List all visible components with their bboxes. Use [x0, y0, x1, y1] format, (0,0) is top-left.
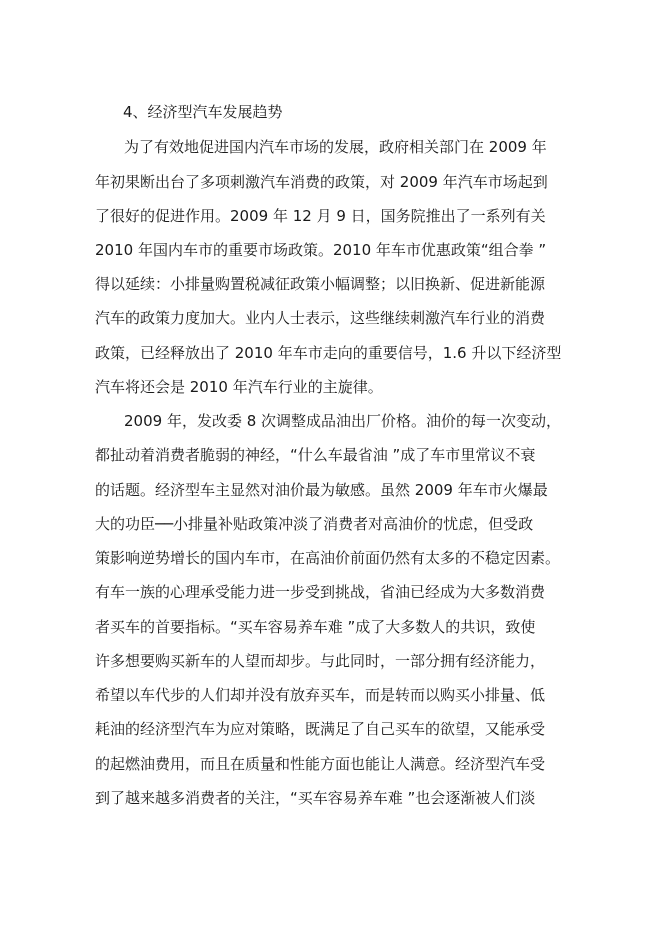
paragraph-1-line-2: 年初果断出台了多项刺激汽车消费的政策，对 2009 年汽车市场起到: [95, 173, 548, 191]
paragraph-2-line-3: 的话题。经济型车主显然对油价最为敏感。虽然 2009 年车市火爆最: [95, 481, 548, 499]
section-heading: 4、经济型汽车发展趋势: [123, 103, 283, 121]
paragraph-2-line-6: 有车一族的心理承受能力进一步受到挑战，省油已经成为大多数消费: [95, 583, 546, 601]
paragraph-2-line-12: 到了越来越多消费者的关注，“买车容易养车难 ”也会逐渐被人们淡: [95, 789, 536, 807]
paragraph-1-line-5: 得以延续：小排量购置税减征政策小幅调整；以旧换新、促进新能源: [95, 275, 546, 293]
paragraph-1-line-6: 汽车的政策力度加大。业内人士表示，这些继续刺激汽车行业的消费: [95, 309, 546, 327]
paragraph-1-line-7: 政策，已经释放出了 2010 年车市走向的重要信号，1.6 升以下经济型: [95, 344, 562, 362]
paragraph-1-line-1: 为了有效地促进国内汽车市场的发展，政府相关部门在 2009 年: [124, 138, 547, 156]
paragraph-2-line-7: 者买车的首要指标。“买车容易养车难 ”成了大多数人的共识，致使: [95, 618, 536, 636]
paragraph-2-line-10: 耗油的经济型汽车为应对策略，既满足了自己买车的欲望，又能承受: [95, 720, 546, 738]
paragraph-2-line-1: 2009 年，发改委 8 次调整成品油出厂价格。油价的每一次变动，: [124, 412, 562, 430]
paragraph-2-line-2: 都扯动着消费者脆弱的神经，“什么车最省油 ”成了车市里常议不衰: [95, 446, 536, 464]
paragraph-2-line-9: 希望以车代步的人们却并没有放弃买车，而是转而以购买小排量、低: [95, 686, 546, 704]
paragraph-2-line-8: 许多想要购买新车的人望而却步。与此同时，一部分拥有经济能力，: [95, 652, 546, 670]
paragraph-1-line-8: 汽车将还会是 2010 年汽车行业的主旋律。: [95, 378, 383, 396]
paragraph-2-line-4: 大的功臣──小排量补贴政策冲淡了消费者对高油价的忧虑，但受政: [95, 515, 534, 533]
paragraph-1-line-4: 2010 年国内车市的重要市场政策。2010 年车市优惠政策“组合拳 ”: [95, 241, 547, 259]
paragraph-2-line-11: 的起燃油费用，而且在质量和性能方面也能让人满意。经济型汽车受: [95, 755, 546, 773]
paragraph-1-line-3: 了很好的促进作用。2009 年 12 月 9 日，国务院推出了一系列有关: [95, 207, 546, 225]
paragraph-2-line-5: 策影响逆势增长的国内车市，在高油价前面仍然有太多的不稳定因素。: [95, 549, 561, 567]
